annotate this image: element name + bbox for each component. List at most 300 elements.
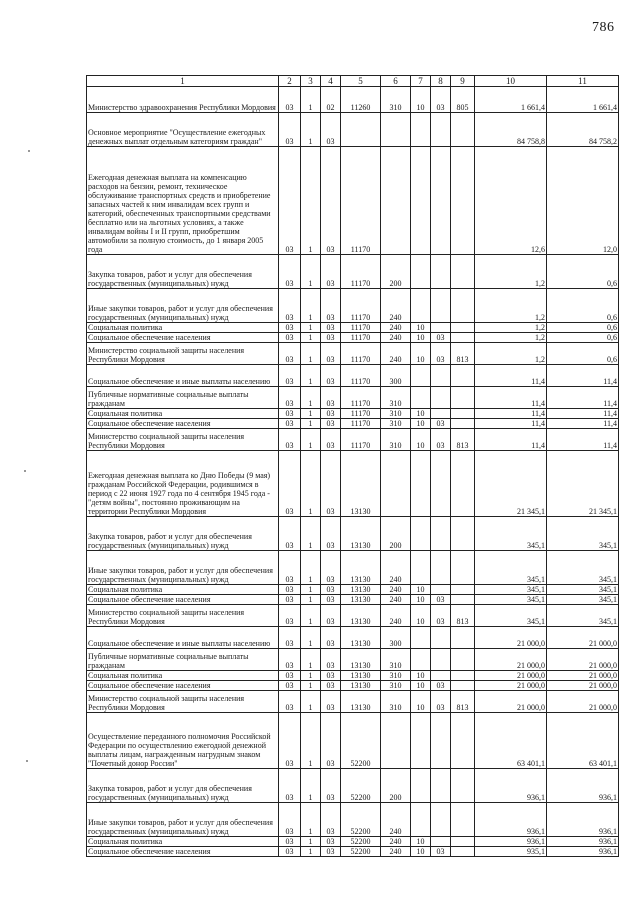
row-cell-8: 03 [431,87,451,113]
row-cell-4: 03 [321,649,341,671]
row-cell-6: 240 [381,343,411,365]
row-cell-5: 13130 [341,595,381,605]
row-cell-4: 03 [321,681,341,691]
row-cell-9: 813 [451,343,475,365]
row-cell-5: 11170 [341,387,381,409]
row-cell-6: 240 [381,323,411,333]
column-header-3: 3 [301,76,321,87]
row-cell-6: 300 [381,627,411,649]
row-cell-3: 1 [301,451,321,517]
row-cell-4: 03 [321,595,341,605]
row-cell-3: 1 [301,365,321,387]
table-row [87,627,619,649]
row-cell-6: 200 [381,517,411,551]
row-cell-3: 1 [301,113,321,147]
row-cell-9 [451,451,475,517]
column-header-9: 9 [451,76,475,87]
row-name-cell: Основное мероприятие "Осуществление ежегодных денежных выплат отдельным категориям граждан" [87,113,279,147]
row-cell-3: 1 [301,517,321,551]
row-cell-4: 03 [321,409,341,419]
row-cell-10: 936,1 [475,769,547,803]
row-cell-7: 10 [411,323,431,333]
row-name-cell: Публичные нормативные социальные выплаты гражданам [87,649,279,671]
table-row [87,691,619,713]
row-cell-2: 03 [279,847,301,857]
row-cell-3: 1 [301,585,321,595]
row-cell-7 [411,627,431,649]
row-name-cell: Министерство социальной защиты населения Республики Мордовия [87,605,279,627]
column-header-10: 10 [475,76,547,87]
scan-artifact [24,470,26,472]
row-cell-6 [381,713,411,769]
row-name-cell: Публичные нормативные социальные выплаты гражданам [87,387,279,409]
row-cell-7: 10 [411,837,431,847]
row-cell-2: 03 [279,691,301,713]
row-name-cell: Министерство здравоохранения Республики Мордовия [87,87,279,113]
row-cell-8: 03 [431,595,451,605]
row-cell-5: 13130 [341,605,381,627]
row-cell-4: 03 [321,605,341,627]
row-cell-9: 813 [451,691,475,713]
row-cell-9 [451,713,475,769]
row-cell-5 [341,113,381,147]
row-cell-9 [451,803,475,837]
row-cell-9: 805 [451,87,475,113]
row-cell-7: 10 [411,429,431,451]
row-cell-3: 1 [301,681,321,691]
table-row [87,289,619,323]
row-cell-7: 10 [411,595,431,605]
column-header-5: 5 [341,76,381,87]
table-row [87,517,619,551]
row-cell-6: 240 [381,333,411,343]
row-cell-4: 03 [321,343,341,365]
row-cell-8 [431,387,451,409]
row-cell-8 [431,769,451,803]
row-cell-10: 11,4 [475,419,547,429]
row-cell-7: 10 [411,333,431,343]
row-cell-8 [431,113,451,147]
row-cell-11: 1 661,4 [547,87,619,113]
row-cell-11: 345,1 [547,551,619,585]
row-cell-5: 52200 [341,847,381,857]
row-cell-2: 03 [279,365,301,387]
column-header-8: 8 [431,76,451,87]
row-cell-10: 1,2 [475,333,547,343]
row-cell-4: 03 [321,551,341,585]
row-cell-8: 03 [431,691,451,713]
row-cell-7 [411,451,431,517]
row-cell-10: 1 661,4 [475,87,547,113]
row-cell-2: 03 [279,595,301,605]
row-cell-9: 813 [451,605,475,627]
row-cell-4: 03 [321,255,341,289]
row-cell-8: 03 [431,681,451,691]
table-row [87,333,619,343]
row-cell-2: 03 [279,387,301,409]
row-name-cell: Иные закупки товаров, работ и услуг для обеспечения государственных (муниципальных) нужд [87,803,279,837]
row-cell-11: 345,1 [547,517,619,551]
table-body [87,87,619,857]
row-cell-8: 03 [431,429,451,451]
row-cell-9 [451,681,475,691]
row-cell-8 [431,451,451,517]
row-cell-2: 03 [279,451,301,517]
row-cell-11: 21 000,0 [547,627,619,649]
row-cell-4: 03 [321,451,341,517]
row-cell-11: 11,4 [547,387,619,409]
row-cell-7: 10 [411,343,431,365]
row-cell-10: 11,4 [475,429,547,451]
row-cell-9 [451,387,475,409]
row-cell-8 [431,649,451,671]
row-cell-7 [411,365,431,387]
table-row [87,365,619,387]
row-cell-7 [411,803,431,837]
row-cell-10: 345,1 [475,551,547,585]
row-name-cell: Иные закупки товаров, работ и услуг для обеспечения государственных (муниципальных) нужд [87,551,279,585]
row-cell-2: 03 [279,769,301,803]
row-cell-5: 13130 [341,691,381,713]
row-cell-6: 310 [381,87,411,113]
row-cell-4: 03 [321,289,341,323]
row-cell-7 [411,769,431,803]
row-cell-6: 310 [381,681,411,691]
row-cell-10: 1,2 [475,343,547,365]
row-name-cell: Министерство социальной защиты населения Республики Мордовия [87,429,279,451]
row-cell-11: 345,1 [547,595,619,605]
row-name-cell: Социальная политика [87,671,279,681]
table-row [87,429,619,451]
row-cell-9 [451,333,475,343]
row-cell-4: 03 [321,769,341,803]
row-cell-6: 310 [381,649,411,671]
row-cell-3: 1 [301,87,321,113]
row-cell-7 [411,517,431,551]
row-name-cell: Социальное обеспечение и иные выплаты населению [87,365,279,387]
row-cell-5: 11170 [341,343,381,365]
row-name-cell: Социальная политика [87,837,279,847]
row-cell-4: 03 [321,837,341,847]
row-name-cell: Министерство социальной защиты населения Республики Мордовия [87,691,279,713]
row-cell-5: 52200 [341,837,381,847]
row-cell-2: 03 [279,517,301,551]
row-cell-4: 03 [321,627,341,649]
table-row [87,585,619,595]
row-cell-11: 0,6 [547,289,619,323]
row-cell-3: 1 [301,289,321,323]
row-cell-2: 03 [279,671,301,681]
row-cell-5: 11170 [341,409,381,419]
row-cell-11: 936,1 [547,847,619,857]
row-cell-5: 11260 [341,87,381,113]
row-cell-3: 1 [301,649,321,671]
table-row [87,113,619,147]
row-cell-5: 11170 [341,255,381,289]
table-row [87,343,619,365]
row-cell-7 [411,551,431,585]
row-cell-2: 03 [279,605,301,627]
row-cell-8 [431,323,451,333]
row-cell-4: 03 [321,691,341,713]
column-header-2: 2 [279,76,301,87]
row-cell-5: 52200 [341,803,381,837]
row-cell-9 [451,113,475,147]
row-name-cell: Социальное обеспечение населения [87,333,279,343]
row-cell-6: 200 [381,255,411,289]
row-cell-11: 12,0 [547,147,619,255]
row-cell-10: 12,6 [475,147,547,255]
row-cell-9 [451,847,475,857]
row-cell-2: 03 [279,585,301,595]
row-cell-8 [431,255,451,289]
row-cell-5: 13130 [341,451,381,517]
row-cell-11: 0,6 [547,323,619,333]
row-cell-8 [431,627,451,649]
row-cell-3: 1 [301,551,321,585]
page-number: 786 [592,20,615,35]
scan-artifact [26,760,28,762]
table-row [87,451,619,517]
row-cell-8 [431,409,451,419]
row-cell-3: 1 [301,429,321,451]
row-cell-11: 936,1 [547,803,619,837]
row-cell-10: 936,1 [475,837,547,847]
row-cell-5: 11170 [341,429,381,451]
row-cell-6 [381,147,411,255]
row-cell-3: 1 [301,343,321,365]
row-cell-9 [451,769,475,803]
row-cell-8 [431,803,451,837]
row-cell-2: 03 [279,255,301,289]
row-cell-9 [451,289,475,323]
row-name-cell: Социальное обеспечение населения [87,419,279,429]
row-cell-6: 200 [381,769,411,803]
row-cell-4: 03 [321,429,341,451]
row-cell-4: 03 [321,713,341,769]
row-cell-9 [451,585,475,595]
row-cell-10: 21 000,0 [475,627,547,649]
row-cell-3: 1 [301,323,321,333]
row-cell-4: 03 [321,419,341,429]
row-cell-6: 240 [381,289,411,323]
row-cell-2: 03 [279,147,301,255]
table-row [87,803,619,837]
row-cell-11: 21 000,0 [547,671,619,681]
row-cell-3: 1 [301,769,321,803]
row-cell-11: 11,4 [547,409,619,419]
row-cell-3: 1 [301,803,321,837]
row-cell-2: 03 [279,87,301,113]
column-header-7: 7 [411,76,431,87]
row-cell-3: 1 [301,847,321,857]
table-row [87,847,619,857]
row-cell-7 [411,255,431,289]
row-cell-5: 13130 [341,517,381,551]
row-name-cell: Ежегодная денежная выплата на компенсацию расходов на бензин, ремонт, техническое обслуживание транспортных средств и приобретение запасных частей к ним инвалидам всех групп и категорий, обеспеченных транспортными средствами бесплатно или на льготных условиях, а также инвалидам войны I и II групп, приобретшим автомобили за полную стоимость, до 1 января 2005 года [87,147,279,255]
row-cell-7 [411,289,431,323]
row-cell-9 [451,649,475,671]
table-row [87,713,619,769]
row-cell-9 [451,837,475,847]
row-cell-3: 1 [301,605,321,627]
row-cell-6: 310 [381,429,411,451]
row-cell-11: 936,1 [547,769,619,803]
row-cell-7 [411,387,431,409]
row-cell-10: 84 758,8 [475,113,547,147]
row-cell-11: 11,4 [547,365,619,387]
row-cell-9 [451,323,475,333]
table-row [87,837,619,847]
row-cell-2: 03 [279,113,301,147]
row-cell-9 [451,627,475,649]
table-row [87,323,619,333]
row-cell-2: 03 [279,323,301,333]
row-cell-8: 03 [431,343,451,365]
row-cell-6: 310 [381,409,411,419]
row-cell-7: 10 [411,585,431,595]
row-name-cell: Социальная политика [87,585,279,595]
row-cell-10: 1,2 [475,255,547,289]
table-row [87,605,619,627]
row-cell-4: 02 [321,87,341,113]
row-cell-7 [411,713,431,769]
row-cell-10: 21 345,1 [475,451,547,517]
row-cell-6: 310 [381,419,411,429]
row-cell-5: 11170 [341,365,381,387]
row-cell-10: 1,2 [475,323,547,333]
row-cell-3: 1 [301,419,321,429]
row-cell-11: 345,1 [547,585,619,595]
row-cell-3: 1 [301,691,321,713]
table-header-row [87,76,619,87]
row-cell-8 [431,289,451,323]
row-cell-2: 03 [279,289,301,323]
row-cell-5: 13130 [341,627,381,649]
row-cell-11: 84 758,2 [547,113,619,147]
row-cell-9: 813 [451,429,475,451]
row-cell-11: 11,4 [547,429,619,451]
row-cell-3: 1 [301,671,321,681]
row-cell-2: 03 [279,429,301,451]
row-cell-10: 21 000,0 [475,649,547,671]
row-cell-11: 0,6 [547,343,619,365]
row-cell-11: 63 401,1 [547,713,619,769]
row-cell-7: 10 [411,681,431,691]
row-cell-10: 345,1 [475,605,547,627]
row-cell-7: 10 [411,605,431,627]
row-cell-6 [381,113,411,147]
column-header-11: 11 [547,76,619,87]
row-cell-4: 03 [321,333,341,343]
row-cell-10: 345,1 [475,585,547,595]
row-cell-10: 345,1 [475,517,547,551]
row-cell-7 [411,147,431,255]
row-cell-6: 310 [381,671,411,681]
row-cell-5: 11170 [341,323,381,333]
row-name-cell: Закупка товаров, работ и услуг для обеспечения государственных (муниципальных) нужд [87,255,279,289]
row-cell-3: 1 [301,147,321,255]
table-row [87,419,619,429]
row-name-cell: Иные закупки товаров, работ и услуг для обеспечения государственных (муниципальных) нужд [87,289,279,323]
row-cell-7: 10 [411,691,431,713]
row-cell-2: 03 [279,681,301,691]
row-cell-9 [451,517,475,551]
table-row [87,649,619,671]
row-name-cell: Закупка товаров, работ и услуг для обеспечения государственных (муниципальных) нужд [87,517,279,551]
row-cell-2: 03 [279,649,301,671]
row-cell-2: 03 [279,409,301,419]
row-name-cell: Социальное обеспечение населения [87,681,279,691]
row-cell-8 [431,671,451,681]
row-cell-5: 13130 [341,671,381,681]
row-cell-6: 240 [381,837,411,847]
row-cell-4: 03 [321,365,341,387]
row-cell-11: 0,6 [547,333,619,343]
row-cell-8: 03 [431,333,451,343]
row-cell-3: 1 [301,409,321,419]
row-cell-5: 11170 [341,333,381,343]
row-cell-5: 52200 [341,769,381,803]
row-cell-6: 300 [381,365,411,387]
column-header-4: 4 [321,76,341,87]
row-cell-4: 03 [321,803,341,837]
row-cell-8: 03 [431,419,451,429]
row-cell-3: 1 [301,333,321,343]
row-cell-9 [451,409,475,419]
row-cell-5: 11170 [341,419,381,429]
row-name-cell: Осуществление переданного полномочия Российской Федерации по осуществлению ежегодной денежной выплаты лицам, награжденным нагрудным знаком "Почетный донор России" [87,713,279,769]
row-cell-7: 10 [411,419,431,429]
row-name-cell: Закупка товаров, работ и услуг для обеспечения государственных (муниципальных) нужд [87,769,279,803]
table-row [87,147,619,255]
row-cell-11: 21 000,0 [547,681,619,691]
row-cell-6: 310 [381,387,411,409]
row-cell-3: 1 [301,595,321,605]
row-cell-10: 11,4 [475,387,547,409]
row-cell-9 [451,595,475,605]
row-cell-5: 11170 [341,147,381,255]
row-cell-8 [431,147,451,255]
row-cell-8: 03 [431,605,451,627]
row-cell-9 [451,551,475,585]
row-cell-11: 21 000,0 [547,649,619,671]
row-cell-2: 03 [279,713,301,769]
column-header-1: 1 [87,76,279,87]
table-row [87,769,619,803]
row-cell-6: 240 [381,847,411,857]
row-cell-6: 240 [381,551,411,585]
scan-artifact [28,150,30,152]
row-cell-4: 03 [321,387,341,409]
row-cell-4: 03 [321,517,341,551]
row-cell-4: 03 [321,585,341,595]
row-cell-4: 03 [321,147,341,255]
row-cell-9 [451,147,475,255]
row-cell-10: 935,1 [475,847,547,857]
row-cell-3: 1 [301,255,321,289]
row-cell-11: 936,1 [547,837,619,847]
row-cell-3: 1 [301,713,321,769]
row-cell-5: 11170 [341,289,381,323]
row-cell-11: 11,4 [547,419,619,429]
row-cell-5: 13130 [341,681,381,691]
row-cell-9 [451,255,475,289]
row-cell-8 [431,585,451,595]
row-name-cell: Ежегодная денежная выплата ко Дню Победы (9 мая) гражданам Российской Федерации, родившимся в период с 22 июня 1927 года по 4 сентября 1945 года - "детям войны", постоянно проживающим на территории Республики Мордовия [87,451,279,517]
row-cell-9 [451,365,475,387]
column-header-6: 6 [381,76,411,87]
